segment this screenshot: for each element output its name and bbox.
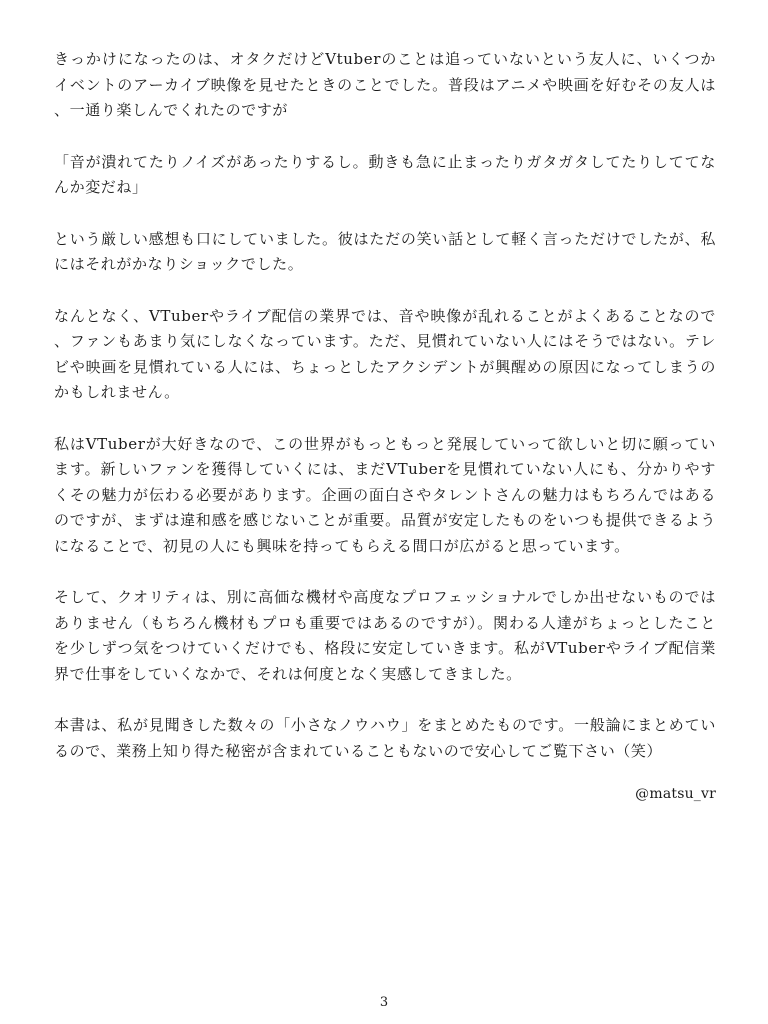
paragraph-quality: そして、クオリティは、別に高価な機材や高度なプロフェッショナルでしか出せないものではありません（もちろん機材もプロも重要ではあるのですが）。関わる人達がちょっとしたことを少しずつ気をつけていくだけでも、格段に安定していきます。私がVTuberやライブ配信業界で仕事をしていくなかで、それは何度となく実感してきました。: [54, 588, 716, 683]
paragraph-industry: なんとなく、VTuberやライブ配信の業界では、音や映像が乱れることがよくあることなので、ファンもあまり気にしなくなっています。ただ、見慣れていない人にはそうではない。テレビや映画を見慣れている人には、ちょっとしたアクシデントが興醒めの原因になってしまうのかもしれません。: [54, 306, 716, 401]
paragraph-quote: 「音が潰れてたりノイズがあったりするし。動きも急に止まったりガタガタしてたりしててなんか変だね」: [54, 152, 716, 196]
page-number: 3: [379, 995, 389, 1010]
author-signature: @matsu_vr: [635, 786, 716, 802]
paragraph-book-purpose: 本書は、私が見聞きした数々の「小さなノウハウ」をまとめたものです。一般論にまとめているので、業務上知り得た秘密が含まれていることもないので安心してご覧下さい（笑）: [54, 716, 716, 760]
paragraph-hope: 私はVTuberが大好きなので、この世界がもっともっと発展していって欲しいと切に願っています。新しいファンを獲得していくには、まだVTuberを見慣れていない人にも、分かりやすくその魅力が伝わる必要があります。企画の面白さやタレントさんの魅力はもちろんではあるのですが、まずは違和感を感じないことが重要。品質が安定したものをいつも提供できるようになることで、初見の人にも興味を持ってもらえる間口が広がると思っています。: [54, 434, 716, 555]
paragraph-intro: きっかけになったのは、オタクだけどVtuberのことは追っていないという友人に、いくつかイベントのアーカイブ映像を見せたときのことでした。普段はアニメや映画を好むその友人は、一通り楽しんでくれたのですが: [54, 50, 716, 119]
paragraph-reaction: という厳しい感想も口にしていました。彼はただの笑い話として軽く言っただけでしたが、私にはそれがかなりショックでした。: [54, 229, 716, 273]
document-body: [54, 47, 716, 806]
